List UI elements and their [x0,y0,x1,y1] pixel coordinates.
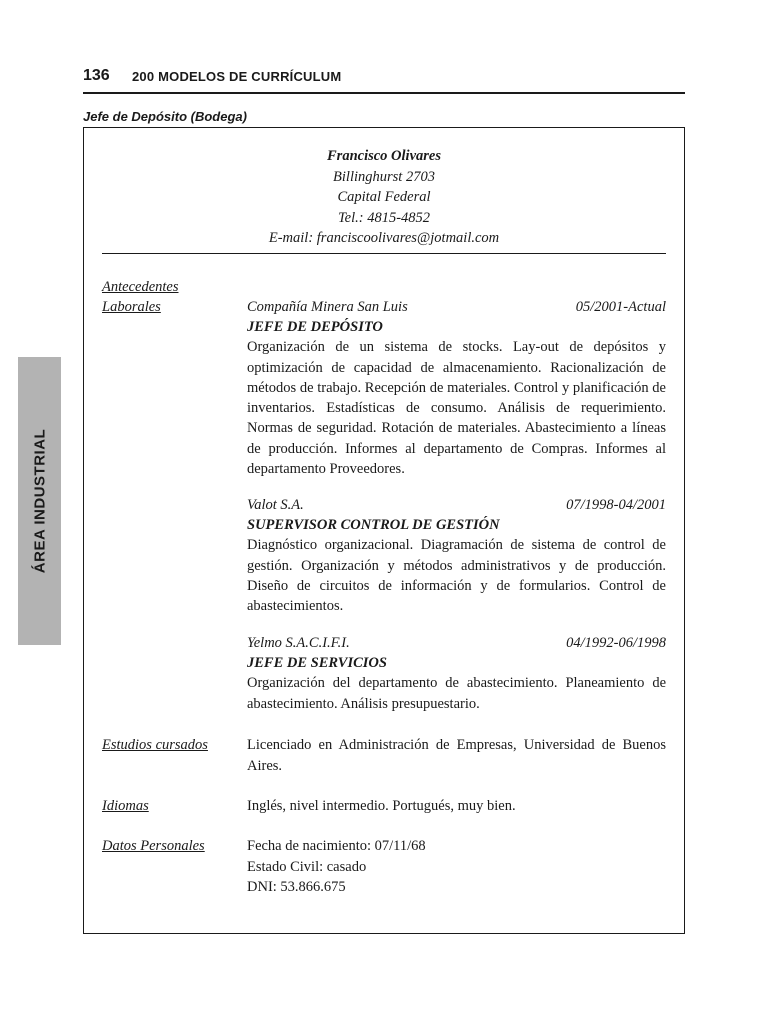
contact-block [84,146,684,249]
languages-label: Idiomas [102,798,149,814]
education-label: Estudios cursados [102,737,208,753]
education-text: Licenciado en Administración de Empresas, Universidad de Buenos Aires. [247,737,666,774]
page-number: 136 [83,67,110,84]
work-history-label-line2: Laborales [102,299,161,315]
work-history-label [102,277,179,317]
personal-civil: Estado Civil: casado [247,858,367,875]
contact-phone: Tel.: 4815-4852 [337,209,431,226]
personal-dni: DNI: 53.866.675 [247,879,346,895]
side-tab [18,357,61,645]
book-title: 200 MODELOS DE CURRÍCULUM [132,69,342,84]
resume-box [83,127,685,934]
job-dates: 05/2001-Actual [575,299,666,315]
job-dates: 07/1998-04/2001 [566,497,666,513]
page-header [83,66,685,94]
languages-text: Inglés, nivel intermedio. Portugués, muy bien. [247,798,516,814]
personal-label: Datos Personales [102,838,205,854]
job-position: JEFE DE SERVICIOS [247,655,387,671]
personal-birth: Fecha de nacimiento: 07/11/68 [247,838,426,854]
job-header [247,297,666,317]
job-position: JEFE DE DEPÓSITO [247,319,383,335]
job-entry [247,633,666,714]
section-title: Jefe de Depósito (Bodega) [83,109,247,124]
contact-city: Capital Federal [337,189,431,205]
job-position: SUPERVISOR CONTROL DE GESTIÓN [247,517,500,533]
contact-address: Billinghurst 2703 [333,168,435,185]
work-history-label-line1: Antecedentes [102,279,179,295]
contact-divider [102,253,666,254]
job-entry [247,297,666,479]
job-description: Organización de un sistema de stocks. Lay-out de depósitos y optimización de capacidad de almacenamiento. Racionalización de métodos de trabajo. Recepción de materiales. Control y planificación de inventarios. Estadísticas de consumo. Análisis de requerimiento. Normas de seguridad. Rotación de materiales. Abastecimiento a líneas de producción. Informes al departamento de Compras. Informes al departamento Proveedores. [247,339,666,478]
side-tab-label: ÁREA INDUSTRIAL [31,428,48,574]
job-header [247,633,666,653]
job-entry [247,495,666,616]
contact-email: E-mail: franciscoolivares@jotmail.com [268,230,500,246]
job-description: Diagnóstico organizacional. Diagramación de sistema de control de gestión. Organización y métodos administrativos y de producción. Diseño de circuitos de información y de formularios. Control de abastecimientos. [247,537,666,615]
job-header [247,495,666,515]
candidate-name: Francisco Olivares [327,148,441,164]
job-description: Organización del departamento de abastecimiento. Planeamiento de abastecimiento. Análisis presupuestario. [247,675,666,712]
job-company: Yelmo S.A.C.I.F.I. [247,635,350,651]
job-dates: 04/1992-06/1998 [566,635,666,651]
job-company: Valot S.A. [247,497,304,513]
job-company: Compañía Minera San Luis [247,299,408,315]
personal-data [247,836,666,898]
